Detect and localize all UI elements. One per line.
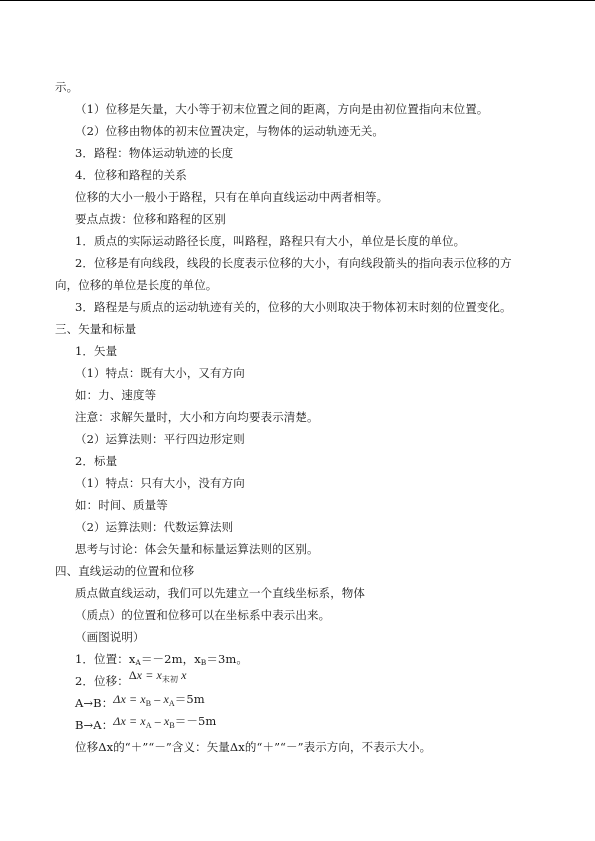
text-line: 思考与讨论：体会矢量和标量运算法则的区别。 xyxy=(75,542,319,556)
position-label: 1．位置： xyxy=(75,652,129,666)
text-line: 位移Δx的“＋”“－”含义：矢量Δx的“＋”“－”表示方向，不表示大小。 xyxy=(75,740,432,754)
ba-sub2: B xyxy=(169,721,175,730)
text-line: 向，位移的单位是长度的单位。 xyxy=(55,278,218,292)
ba-mid: – x xyxy=(151,714,170,728)
ba-label: B→A： xyxy=(75,718,114,732)
ba-lhs: Δx = x xyxy=(113,714,146,728)
text-line: 3．路程是与质点的运动轨迹有关的，位移的大小则取决于物体初末时刻的位置变化。 xyxy=(75,300,512,314)
text-line: （1）位移是矢量，大小等于初末位置之间的距离，方向是由初位置指向末位置。 xyxy=(75,102,489,116)
ab-mid: – x xyxy=(151,692,169,706)
text-line: （画图说明） xyxy=(75,630,145,644)
text-line: （2）运算法则：平行四边形定则 xyxy=(75,432,245,446)
delta-symbol: Δ xyxy=(128,668,137,682)
ba-result: ＝－5m xyxy=(174,714,217,728)
displacement-formula xyxy=(129,668,187,682)
displacement-line xyxy=(75,668,187,694)
header-rule xyxy=(0,0,595,1)
ab-line xyxy=(75,692,205,716)
text-line: 如：时间、质量等 xyxy=(75,498,168,512)
formula-eq: = x xyxy=(142,668,162,682)
section-heading: 四、直线运动的位置和位移 xyxy=(55,564,195,578)
xa-value: ＝－2m， xyxy=(140,652,195,666)
xb-subscript: B xyxy=(200,658,207,667)
text-line: 要点点拨：位移和路程的区别 xyxy=(75,212,226,226)
text-line: 2．位移是有向线段，线段的长度表示位移的大小，有向线段箭头的指向表示位移的方 xyxy=(75,256,512,270)
section-heading: 三、矢量和标量 xyxy=(55,322,137,336)
text-line: （质点）的位置和位移可以在坐标系中表示出来。 xyxy=(75,608,331,622)
text-line: 示。 xyxy=(55,80,79,94)
text-line: 质点做直线运动，我们可以先建立一个直线坐标系，物体 xyxy=(75,586,365,600)
xb-symbol: x xyxy=(194,652,201,666)
text-line: 1．矢量 xyxy=(75,344,118,358)
xa-symbol: x xyxy=(128,652,136,666)
text-line: （1）特点：只有大小，没有方向 xyxy=(75,476,245,490)
ab-label: A→B： xyxy=(75,696,114,710)
text-line: 1．质点的实际运动路径长度，叫路程，路程只有大小，单位是长度的单位。 xyxy=(75,234,466,248)
ab-formula xyxy=(113,692,205,706)
text-line: （2）运算法则：代数运算法则 xyxy=(75,520,234,534)
text-line: 如：力、速度等 xyxy=(75,388,157,402)
text-line: 2．标量 xyxy=(75,454,118,468)
text-line: （2）位移由物体的初末位置决定，与物体的运动轨迹无关。 xyxy=(75,124,385,138)
text-line: （1）特点：既有大小，又有方向 xyxy=(75,366,245,380)
x-symbol: x xyxy=(136,668,143,682)
displacement-label: 2．位移： xyxy=(75,674,129,688)
ab-lhs: Δx = x xyxy=(113,692,146,706)
xb-value: ＝3m。 xyxy=(206,652,249,666)
ba-formula xyxy=(113,714,216,728)
text-line: 注意：求解矢量时，大小和方向均要表示清楚。 xyxy=(75,410,319,424)
ab-sub2: A xyxy=(168,699,175,708)
ab-result: ＝5m xyxy=(174,692,205,706)
text-line: 3．路程：物体运动轨迹的长度 xyxy=(75,146,234,160)
xa-subscript: A xyxy=(135,658,141,667)
ab-sub1: B xyxy=(145,699,152,708)
text-line: 4．位移和路程的关系 xyxy=(75,168,187,182)
ba-sub1: A xyxy=(145,721,152,730)
formula-tail: x xyxy=(181,668,187,682)
ba-line xyxy=(75,714,217,738)
formula-subscript: 末初 xyxy=(161,675,179,684)
text-line: 位移的大小一般小于路程，只有在单向直线运动中两者相等。 xyxy=(75,190,389,204)
